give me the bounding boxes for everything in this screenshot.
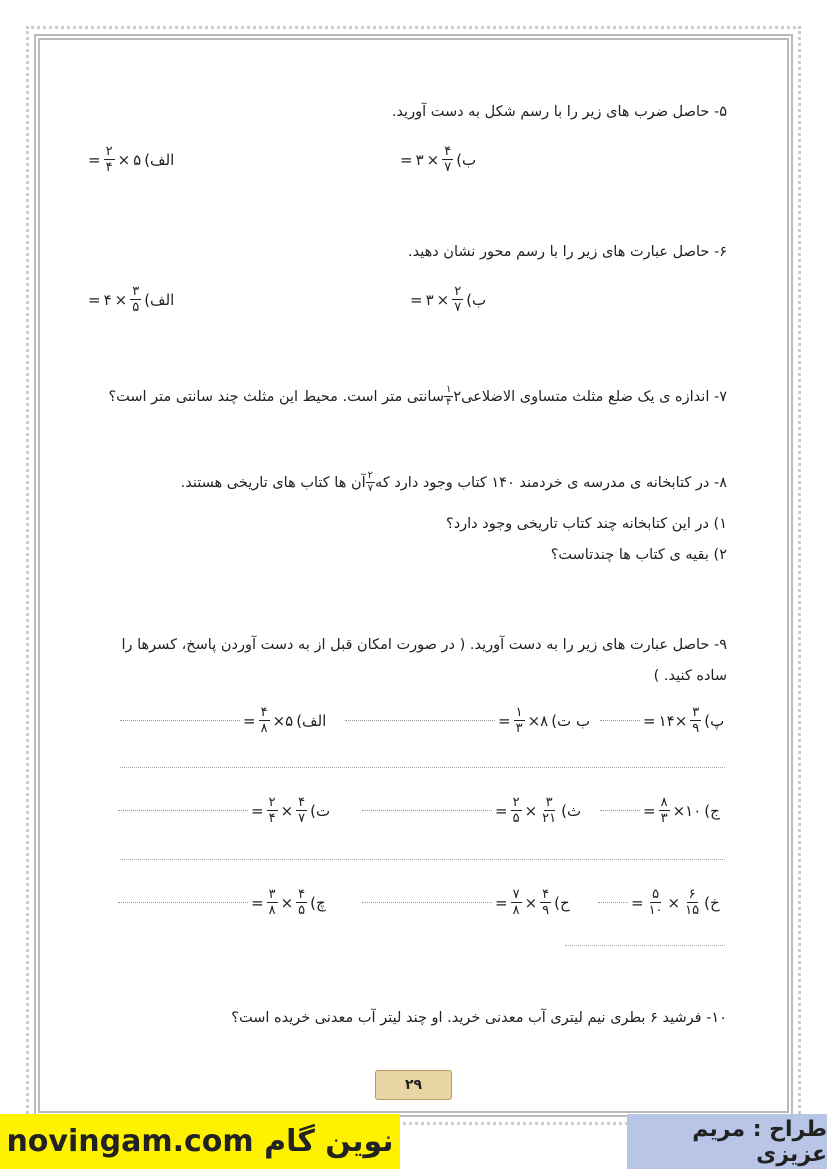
answer-line — [565, 945, 725, 946]
brand-designer: طراح : مریم عزیزی — [627, 1114, 827, 1169]
question-7: ۷- اندازه ی یک ضلع مثلث متساوی الاضلاعی ۲ $\frac{۱}{۴}$ سانتی متر است. محیط این مثلث چند سانتی متر است؟ — [108, 384, 727, 408]
q5-expr-b: ب) $\frac{۴}{۷}$ × ۳ = — [400, 144, 477, 175]
question-6: ۶- حاصل عبارت های زیر را با رسم محور نشان دهید. — [408, 244, 727, 260]
question-10: ۱۰- فرشید ۶ بطری نیم لیتری آب معدنی خرید. او چند لیتر آب معدنی خریده است؟ — [231, 1010, 727, 1026]
q9-item-jim: ج) ۱۰× $\frac{۸}{۳}$ = — [600, 795, 720, 826]
question-5: ۵- حاصل ضرب های زیر را با رسم شکل به دست آورید. — [391, 104, 727, 120]
q8-sub-2: ۲) بقیه ی کتاب ها چندتاست؟ — [550, 547, 727, 563]
page-border — [34, 34, 793, 1117]
page-number: ۲۹ — [375, 1070, 452, 1100]
q9-item-pe: پ) $\frac{۳}{۹}$ ×۱۴ = — [600, 705, 724, 736]
q9-item-he: ح) $\frac{۴}{۹}$ × $\frac{۷}{۸}$ = — [362, 887, 570, 918]
q9-item-se: ث) $\frac{۳}{۲۱}$ × $\frac{۲}{۵}$ = — [362, 795, 581, 826]
question-9: ۹- حاصل عبارت های زیر را به دست آورید. ( در صورت امکان قبل از به دست آوردن پاسخ، کسرها را ساده کنید. ) — [121, 637, 727, 684]
q6-expr-b: ب) $\frac{۲}{۷}$ × ۳ = — [410, 284, 487, 315]
q6-expr-a: الف) $\frac{۳}{۵}$ × ۴ = — [88, 284, 175, 315]
q8-sub-1: ۱) در این کتابخانه چند کتاب تاریخی وجود دارد؟ — [446, 516, 727, 532]
question-8: ۸- در کتابخانه ی مدرسه ی خردمند ۱۴۰ کتاب وجود دارد که $\frac{۲}{۷}$ آن ها کتاب های تاریخی هستند. — [180, 470, 727, 494]
q9-item-che: چ) $\frac{۴}{۵}$ × $\frac{۳}{۸}$ = — [118, 887, 326, 918]
q9-item-alef: الف) ۵× $\frac{۴}{۸}$ = — [120, 705, 326, 736]
q9-item-be: ب ت) ۸× $\frac{۱}{۳}$ = — [345, 705, 590, 736]
brand-site: novingam.com نوین گام — [0, 1114, 400, 1169]
answer-line — [120, 859, 725, 860]
q9-item-te: ت) $\frac{۴}{۷}$ × $\frac{۲}{۴}$ = — [118, 795, 330, 826]
answer-line — [120, 767, 725, 768]
q5-expr-a: الف) ۵ × $\frac{۲}{۴}$ = — [88, 144, 175, 175]
q9-item-khe: خ) $\frac{۶}{۱۵}$ × $\frac{۵}{۱۰}$ = — [598, 887, 720, 918]
